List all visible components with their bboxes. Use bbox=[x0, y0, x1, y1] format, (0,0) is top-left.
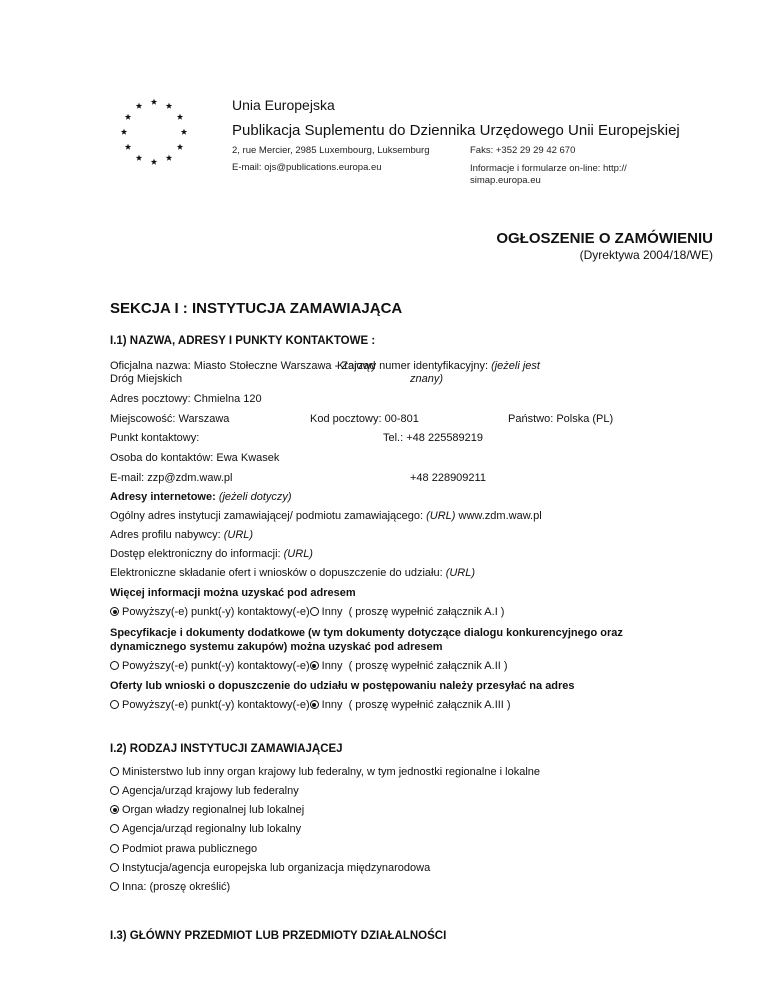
authority-type-label: Agencja/urząd regionalny lub lokalny bbox=[122, 823, 302, 835]
tel-row bbox=[383, 432, 483, 444]
e-access-row bbox=[110, 548, 313, 560]
postal-value: Chmielna 120 bbox=[193, 393, 262, 405]
more-info-heading: Więcej informacji można uzyskać pod adresem bbox=[110, 587, 356, 599]
star-icon bbox=[136, 155, 142, 161]
authority-type-option[interactable] bbox=[110, 804, 304, 816]
radio-icon[interactable] bbox=[110, 863, 119, 872]
internet-label: Adresy internetowe: bbox=[110, 491, 216, 503]
header-org: Unia Europejska bbox=[232, 97, 335, 113]
country-label: Państwo: bbox=[508, 413, 554, 425]
radio-other-icon[interactable] bbox=[310, 607, 319, 616]
authority-type-label: Inna: (proszę określić) bbox=[122, 881, 231, 893]
radio-other-checked-icon[interactable] bbox=[310, 700, 319, 709]
authority-type-option[interactable] bbox=[110, 881, 230, 893]
header-online-url: simap.europa.eu bbox=[470, 175, 541, 186]
url-tag: (URL) bbox=[445, 567, 476, 579]
authority-type-label: Ministerstwo lub inny organ krajowy lub federalny, w tym jednostki regionalne i lokalne bbox=[122, 766, 540, 778]
radio-icon[interactable] bbox=[110, 844, 119, 853]
authority-type-option[interactable] bbox=[110, 843, 257, 855]
specs-options bbox=[110, 660, 508, 672]
country-row bbox=[508, 413, 613, 425]
radio-checked-icon[interactable] bbox=[110, 805, 119, 814]
contact-person-row bbox=[110, 452, 279, 464]
contact-point-label: Punkt kontaktowy: bbox=[110, 432, 200, 444]
offers-options bbox=[110, 699, 511, 711]
email-value: zzp@zdm.waw.pl bbox=[147, 472, 233, 484]
opt-other-label: Inny bbox=[321, 606, 343, 618]
postcode-value: 00-801 bbox=[384, 413, 419, 425]
official-name-value-cont: Dróg Miejskich bbox=[110, 373, 183, 385]
authority-type-label: Podmiot prawa publicznego bbox=[122, 843, 258, 855]
header-fax: Faks: +352 29 29 42 670 bbox=[470, 145, 576, 156]
city-row bbox=[110, 413, 229, 425]
header-address: 2, rue Mercier, 2985 Luxembourg, Luksemburg bbox=[232, 145, 430, 156]
star-icon bbox=[151, 159, 157, 165]
section-title: SEKCJA I : INSTYTUCJA ZAMAWIAJĄCA bbox=[110, 300, 403, 317]
authority-type-label: Agencja/urząd krajowy lub federalny bbox=[122, 785, 299, 797]
postcode-label: Kod pocztowy: bbox=[310, 413, 382, 425]
star-icon bbox=[121, 129, 127, 135]
header-publication: Publikacja Suplementu do Dziennika Urzędowego Unii Europejskiej bbox=[232, 122, 680, 139]
annex-a2: ( proszę wypełnić załącznik A.II ) bbox=[348, 660, 508, 672]
authority-type-option[interactable] bbox=[110, 823, 301, 835]
postal-row bbox=[110, 393, 262, 405]
country-value: Polska (PL) bbox=[556, 413, 614, 425]
star-icon bbox=[166, 103, 172, 109]
url-tag: (URL) bbox=[283, 548, 313, 560]
header-email: E-mail: ojs@publications.europa.eu bbox=[232, 162, 382, 173]
buyer-profile-row bbox=[110, 529, 253, 541]
email-label: E-mail: bbox=[110, 472, 145, 484]
fax-value: +48 228909211 bbox=[410, 472, 486, 484]
contact-person-label: Osoba do kontaktów: bbox=[110, 452, 214, 464]
opt-above-label: Powyższy(-e) punkt(-y) kontaktowy(-e) bbox=[122, 660, 310, 672]
postal-label: Adres pocztowy: bbox=[110, 393, 191, 405]
tel-value: +48 225589219 bbox=[406, 432, 484, 444]
star-icon bbox=[166, 155, 172, 161]
internet-note: (jeżeli dotyczy) bbox=[218, 491, 292, 503]
official-name-label: Oficjalna nazwa: bbox=[110, 360, 191, 372]
city-label: Miejscowość: bbox=[110, 413, 176, 425]
city-value: Warszawa bbox=[178, 413, 230, 425]
opt-above-label: Powyższy(-e) punkt(-y) kontaktowy(-e) bbox=[122, 606, 310, 618]
e-access-label: Dostęp elektroniczny do informacji: bbox=[110, 548, 281, 560]
specs-heading: Specyfikacje i dokumenty dodatkowe (w tym dokumenty dotyczące dialogu konkurencyjnego oraz bbox=[110, 627, 623, 639]
more-info-options bbox=[110, 606, 504, 618]
opt-other-label: Inny bbox=[321, 699, 343, 711]
national-id-note: (jeżeli jest bbox=[491, 360, 540, 372]
radio-above-icon[interactable] bbox=[110, 661, 119, 670]
notice-directive: (Dyrektywa 2004/18/WE) bbox=[579, 248, 713, 262]
star-icon bbox=[177, 114, 183, 120]
subsection-1-2-title: I.2) RODZAJ INSTYTUCJI ZAMAWIAJĄCEJ bbox=[110, 743, 343, 755]
star-icon bbox=[177, 144, 183, 150]
subsection-1-1-title: I.1) NAZWA, ADRESY I PUNKTY KONTAKTOWE : bbox=[110, 335, 376, 347]
authority-type-label: Organ władzy regionalnej lub lokalnej bbox=[122, 804, 305, 816]
general-address-row bbox=[110, 510, 542, 522]
national-id-label: Krajowy numer identyfikacyjny: bbox=[337, 360, 489, 372]
header-online-info: Informacje i formularze on-line: http:// bbox=[470, 163, 627, 174]
radio-icon[interactable] bbox=[110, 882, 119, 891]
general-address-value: www.zdm.waw.pl bbox=[458, 510, 542, 522]
postcode-row bbox=[310, 413, 419, 425]
radio-above-icon[interactable] bbox=[110, 700, 119, 709]
official-name-value: Miasto Stołeczne Warszawa - Zarząd bbox=[193, 360, 376, 372]
radio-other-checked-icon[interactable] bbox=[310, 661, 319, 670]
star-icon bbox=[181, 129, 187, 135]
offers-heading: Oferty lub wnioski o dopuszczenie do udziału w postępowaniu należy przesyłać na adres bbox=[110, 680, 575, 692]
url-tag: (URL) bbox=[426, 510, 456, 522]
star-icon bbox=[136, 103, 142, 109]
authority-type-option[interactable] bbox=[110, 766, 540, 778]
subsection-1-3-title: I.3) GŁÓWNY PRZEDMIOT LUB PRZEDMIOTY DZIAŁALNOŚCI bbox=[110, 930, 447, 942]
radio-icon[interactable] bbox=[110, 824, 119, 833]
e-submission-row bbox=[110, 567, 475, 579]
authority-type-option[interactable] bbox=[110, 785, 299, 797]
contact-person-value: Ewa Kwasek bbox=[216, 452, 280, 464]
star-icon bbox=[125, 114, 131, 120]
url-tag: (URL) bbox=[223, 529, 254, 541]
specs-heading-cont: dynamicznego systemu zakupów) można uzyskać pod adresem bbox=[110, 641, 443, 653]
national-id-row bbox=[337, 360, 540, 372]
opt-other-label: Inny bbox=[321, 660, 343, 672]
star-icon bbox=[125, 144, 131, 150]
tel-label: Tel.: bbox=[383, 432, 404, 444]
annex-a1: ( proszę wypełnić załącznik A.I ) bbox=[348, 606, 505, 618]
annex-a3: ( proszę wypełnić załącznik A.III ) bbox=[348, 699, 511, 711]
authority-type-label: Instytucja/agencja europejska lub organizacja międzynarodowa bbox=[122, 862, 431, 874]
radio-above-checked-icon[interactable] bbox=[110, 607, 119, 616]
national-id-note-cont: znany) bbox=[410, 373, 444, 385]
radio-icon[interactable] bbox=[110, 767, 119, 776]
opt-above-label: Powyższy(-e) punkt(-y) kontaktowy(-e) bbox=[122, 699, 310, 711]
radio-icon[interactable] bbox=[110, 786, 119, 795]
internet-row bbox=[110, 491, 292, 503]
email-row bbox=[110, 472, 232, 484]
star-icon bbox=[151, 99, 157, 105]
e-submission-label: Elektroniczne składanie ofert i wniosków o dopuszczenie do udziału: bbox=[110, 567, 443, 579]
eu-stars-logo-icon bbox=[110, 92, 198, 172]
notice-title: OGŁOSZENIE O ZAMÓWIENIU bbox=[496, 230, 713, 247]
general-address-label: Ogólny adres instytucji zamawiającej/ podmiotu zamawiającego: bbox=[110, 510, 424, 522]
official-name-row bbox=[110, 360, 376, 372]
buyer-profile-label: Adres profilu nabywcy: bbox=[110, 529, 221, 541]
authority-type-option[interactable] bbox=[110, 862, 430, 874]
